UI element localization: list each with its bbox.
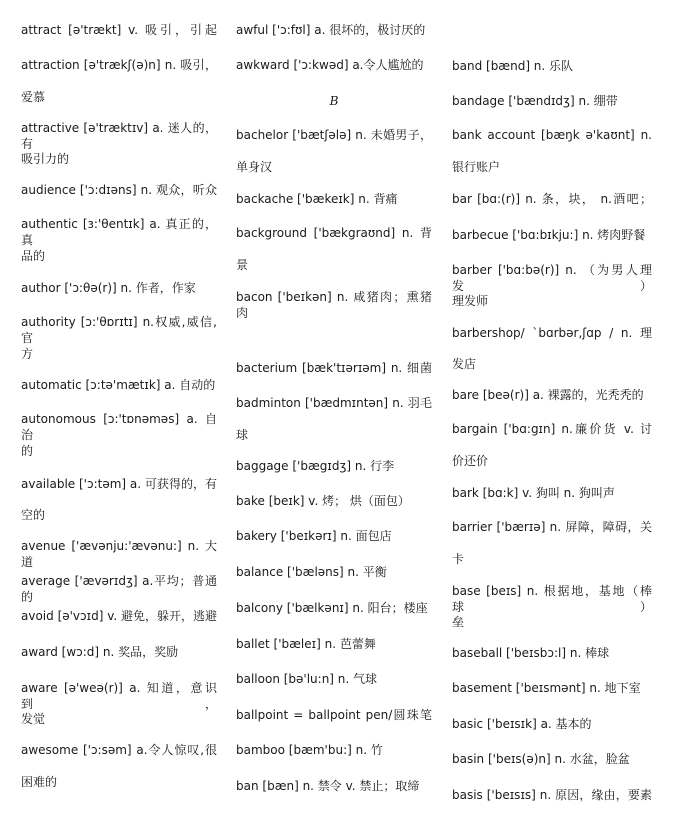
entry-line: 空的 <box>21 508 46 522</box>
entry-line: 垒 <box>452 615 465 629</box>
entry-line: barrier ['bærɪə] n. 屏障，障碍，关 <box>452 520 652 534</box>
entry-line: bachelor ['bætʃələ] n. 未婚男子， <box>236 128 432 142</box>
entry-line: 价还价 <box>452 454 489 468</box>
entry-line: background ['bækgraʊnd] n. 背 <box>236 226 432 240</box>
entry-line: 吸引力的 <box>21 152 70 166</box>
entry-line: 发觉 <box>21 712 46 726</box>
entry-line: 发店 <box>452 357 477 371</box>
entry-line: balloon [bə'lu:n] n. 气球 <box>236 672 378 686</box>
entry-line: basis ['beɪsɪs] n. 原因，缘由，要素 <box>452 788 652 802</box>
entry-line: average ['ævərɪdʒ] a.平均；普通的 <box>21 574 217 604</box>
entry-line: bamboo [bæm'bu:] n. 竹 <box>236 743 383 757</box>
entry-line: balance ['bæləns] n. 平衡 <box>236 565 387 579</box>
entry-line: basin ['beɪs(ə)n] n. 水盆，脸盆 <box>452 752 630 766</box>
entry-line: 爱慕 <box>21 90 46 104</box>
entry-line: bake [beɪk] v. 烤； 烘（面包） <box>236 494 410 508</box>
entry-line: bark [bɑ:k] v. 狗叫 n. 狗叫声 <box>452 486 615 500</box>
entry-line: badminton ['bædmɪntən] n. 羽毛 <box>236 396 432 410</box>
entry-line: ballet ['bæleɪ] n. 芭蕾舞 <box>236 637 376 651</box>
entry-line: bargain ['bɑ:gɪn] n.廉价货 v. 讨 <box>452 422 652 436</box>
entry-line: barber ['bɑ:bə(r)] n. （为男人理发） <box>452 263 652 293</box>
entry-line: audience ['ɔ:dɪəns] n. 观众，听众 <box>21 183 217 197</box>
entry-line: 困难的 <box>21 775 58 789</box>
entry-line: awful ['ɔ:fʊl] a. 很坏的，极讨厌的 <box>236 23 426 37</box>
entry-line: bar [bɑ:(r)] n. 条，块， n.酒吧； <box>452 192 652 206</box>
entry-line: backache ['bækeɪk] n. 背痛 <box>236 192 398 206</box>
entry-line: bandage ['bændɪdʒ] n. 绷带 <box>452 94 618 108</box>
entry-line: awkward ['ɔ:kwəd] a.令人尴尬的 <box>236 58 424 72</box>
entry-line: authentic [ɜ:'θentɪk] a. 真正的，真 <box>21 217 217 247</box>
entry-line: 卡 <box>452 552 465 566</box>
entry-line: 理发师 <box>452 294 489 308</box>
section-letter-heading: B <box>329 94 339 108</box>
entry-line: barbecue ['bɑ:bɪkju:] n. 烤肉野餐 <box>452 228 646 242</box>
entry-line: 的 <box>21 444 34 458</box>
entry-line: attraction [ə'trækʃ(ə)n] n. 吸引， <box>21 58 217 72</box>
entry-line: base [beɪs] n. 根据地，基地（棒球） <box>452 584 652 614</box>
entry-line: attract [ə'trækt] v. 吸引，引起 <box>21 23 217 37</box>
entry-line: 银行账户 <box>452 160 501 174</box>
entry-line: 球 <box>236 428 249 442</box>
entry-line: avenue ['ævənju:'ævənu:] n. 大道 <box>21 539 217 569</box>
entry-line: bare [beə(r)] a. 裸露的，光秃秃的 <box>452 388 644 402</box>
entry-line: 方 <box>21 347 34 361</box>
entry-line: 单身汉 <box>236 160 273 174</box>
entry-line: automatic [ɔ:tə'mætɪk] a. 自动的 <box>21 378 216 392</box>
entry-line: bacon ['beɪkən] n. 咸猪肉；熏猪肉 <box>236 290 432 320</box>
entry-line: author ['ɔ:θə(r)] n. 作者，作家 <box>21 281 196 295</box>
entry-line: award [wɔ:d] n. 奖品，奖励 <box>21 645 179 659</box>
entry-line: bacterium [bæk'tɪərɪəm] n. 细菌 <box>236 361 432 375</box>
entry-line: ballpoint = ballpoint pen/圆珠笔 <box>236 708 432 722</box>
entry-line: attractive [ə'træktɪv] a. 迷人的，有 <box>21 121 217 151</box>
entry-line: balcony ['bælkənɪ] n. 阳台；楼座 <box>236 601 428 615</box>
entry-line: aware [ə'weə(r)] a. 知道，意识到， <box>21 681 217 711</box>
entry-line: ban [bæn] n. 禁令 v. 禁止；取缔 <box>236 779 420 793</box>
entry-line: authority [ɔ:'θɒrɪtɪ] n.权威,威信,官 <box>21 315 217 345</box>
entry-line: basic ['beɪsɪk] a. 基本的 <box>452 717 592 731</box>
entry-line: 品的 <box>21 249 46 263</box>
entry-line: baggage ['bægɪdʒ] n. 行李 <box>236 459 395 473</box>
entry-line: band [bænd] n. 乐队 <box>452 59 574 73</box>
entry-line: bank account [bæŋk ə'kaʊnt] n. <box>452 128 652 142</box>
entry-line: available ['ɔ:təm] a. 可获得的，有 <box>21 477 217 491</box>
entry-line: autonomous [ɔ:'tɒnəməs] a. 自治 <box>21 412 217 442</box>
entry-line: awesome ['ɔ:səm] a.令人惊叹,很 <box>21 743 217 757</box>
entry-line: bakery ['beɪkərɪ] n. 面包店 <box>236 529 392 543</box>
entry-line: avoid [ə'vɔɪd] v. 避免，躲开，逃避 <box>21 609 217 623</box>
entry-line: basement ['beɪsmənt] n. 地下室 <box>452 681 641 695</box>
entry-line: barbershop/ `bɑrbər,ʃɑp / n. 理 <box>452 326 652 340</box>
entry-line: 景 <box>236 258 249 272</box>
entry-line: baseball ['beɪsbɔ:l] n. 棒球 <box>452 646 610 660</box>
